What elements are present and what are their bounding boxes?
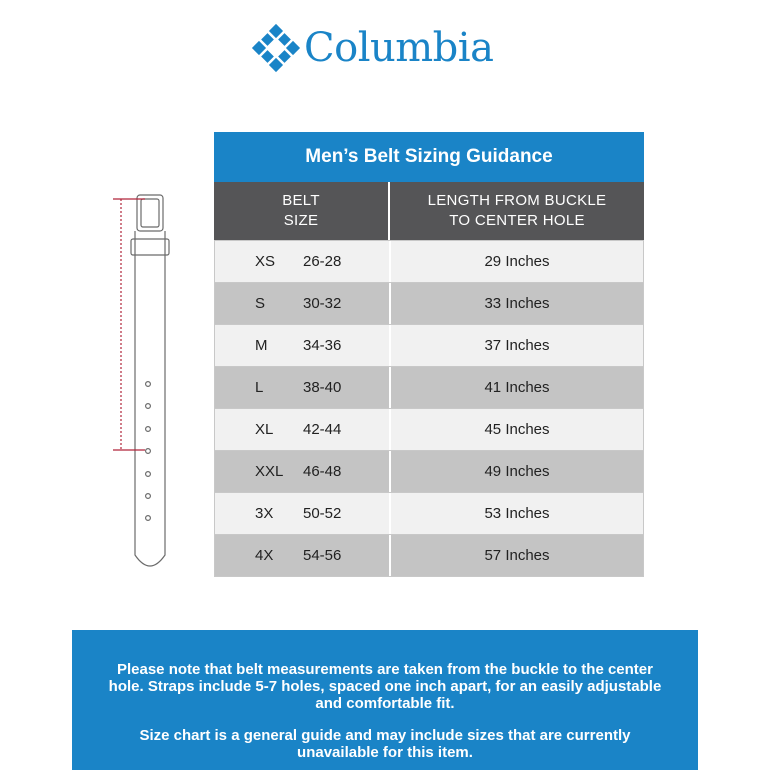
table-row xyxy=(215,492,643,534)
size-range: 30-32 xyxy=(303,295,342,312)
length-value: 37 Inches xyxy=(389,325,643,366)
length-value: 29 Inches xyxy=(389,241,643,282)
header-belt-size xyxy=(214,182,390,240)
length-value: 57 Inches xyxy=(389,535,643,576)
size-label: 4X xyxy=(255,547,274,564)
header-size-line2: SIZE xyxy=(283,212,319,229)
header-length-line2: TO CENTER HOLE xyxy=(449,212,585,229)
brand-name: Columbia xyxy=(304,25,494,71)
size-range: 26-28 xyxy=(303,253,342,270)
size-range: 34-36 xyxy=(303,337,342,354)
table-row xyxy=(215,366,643,408)
measure-line xyxy=(113,199,145,450)
table-row xyxy=(215,240,643,282)
table-header xyxy=(214,182,644,240)
size-label: M xyxy=(255,337,268,354)
table-title: Men’s Belt Sizing Guidance xyxy=(214,132,644,182)
brand-logo xyxy=(250,18,493,78)
belt-diagram-icon xyxy=(105,185,175,580)
columbia-diamond-icon xyxy=(250,22,302,74)
size-label: L xyxy=(255,379,264,396)
sizing-notice xyxy=(72,630,698,770)
size-label: XS xyxy=(255,253,276,270)
table-row xyxy=(215,324,643,366)
size-label: 3X xyxy=(255,505,274,522)
belt-size-table xyxy=(214,132,644,577)
size-range: 50-52 xyxy=(303,505,342,522)
table-row xyxy=(215,282,643,324)
length-value: 49 Inches xyxy=(389,451,643,492)
notice-guide-text: Size chart is a general guide and may include sizes that are currently unavailable for this item. xyxy=(139,727,631,761)
size-label: XXL xyxy=(255,463,284,480)
size-label: S xyxy=(255,295,266,312)
table-row xyxy=(215,450,643,492)
length-value: 41 Inches xyxy=(389,367,643,408)
size-label: XL xyxy=(255,421,274,438)
table-row xyxy=(215,534,643,576)
header-size-line1: BELT xyxy=(282,192,320,209)
notice-measurement-text: Please note that belt measurements are taken from the buckle to the center hole. Straps include 5-7 holes, spaced one inch apart, for an easily adjustable and comfortable fit. xyxy=(108,661,662,712)
header-length-line1: LENGTH FROM BUCKLE xyxy=(427,192,607,209)
size-range: 54-56 xyxy=(303,547,342,564)
header-length xyxy=(390,182,644,240)
size-range: 46-48 xyxy=(303,463,342,480)
length-value: 53 Inches xyxy=(389,493,643,534)
size-range: 42-44 xyxy=(303,421,342,438)
length-value: 33 Inches xyxy=(389,283,643,324)
length-value: 45 Inches xyxy=(389,409,643,450)
size-range: 38-40 xyxy=(303,379,342,396)
table-body xyxy=(214,240,644,577)
table-row xyxy=(215,408,643,450)
